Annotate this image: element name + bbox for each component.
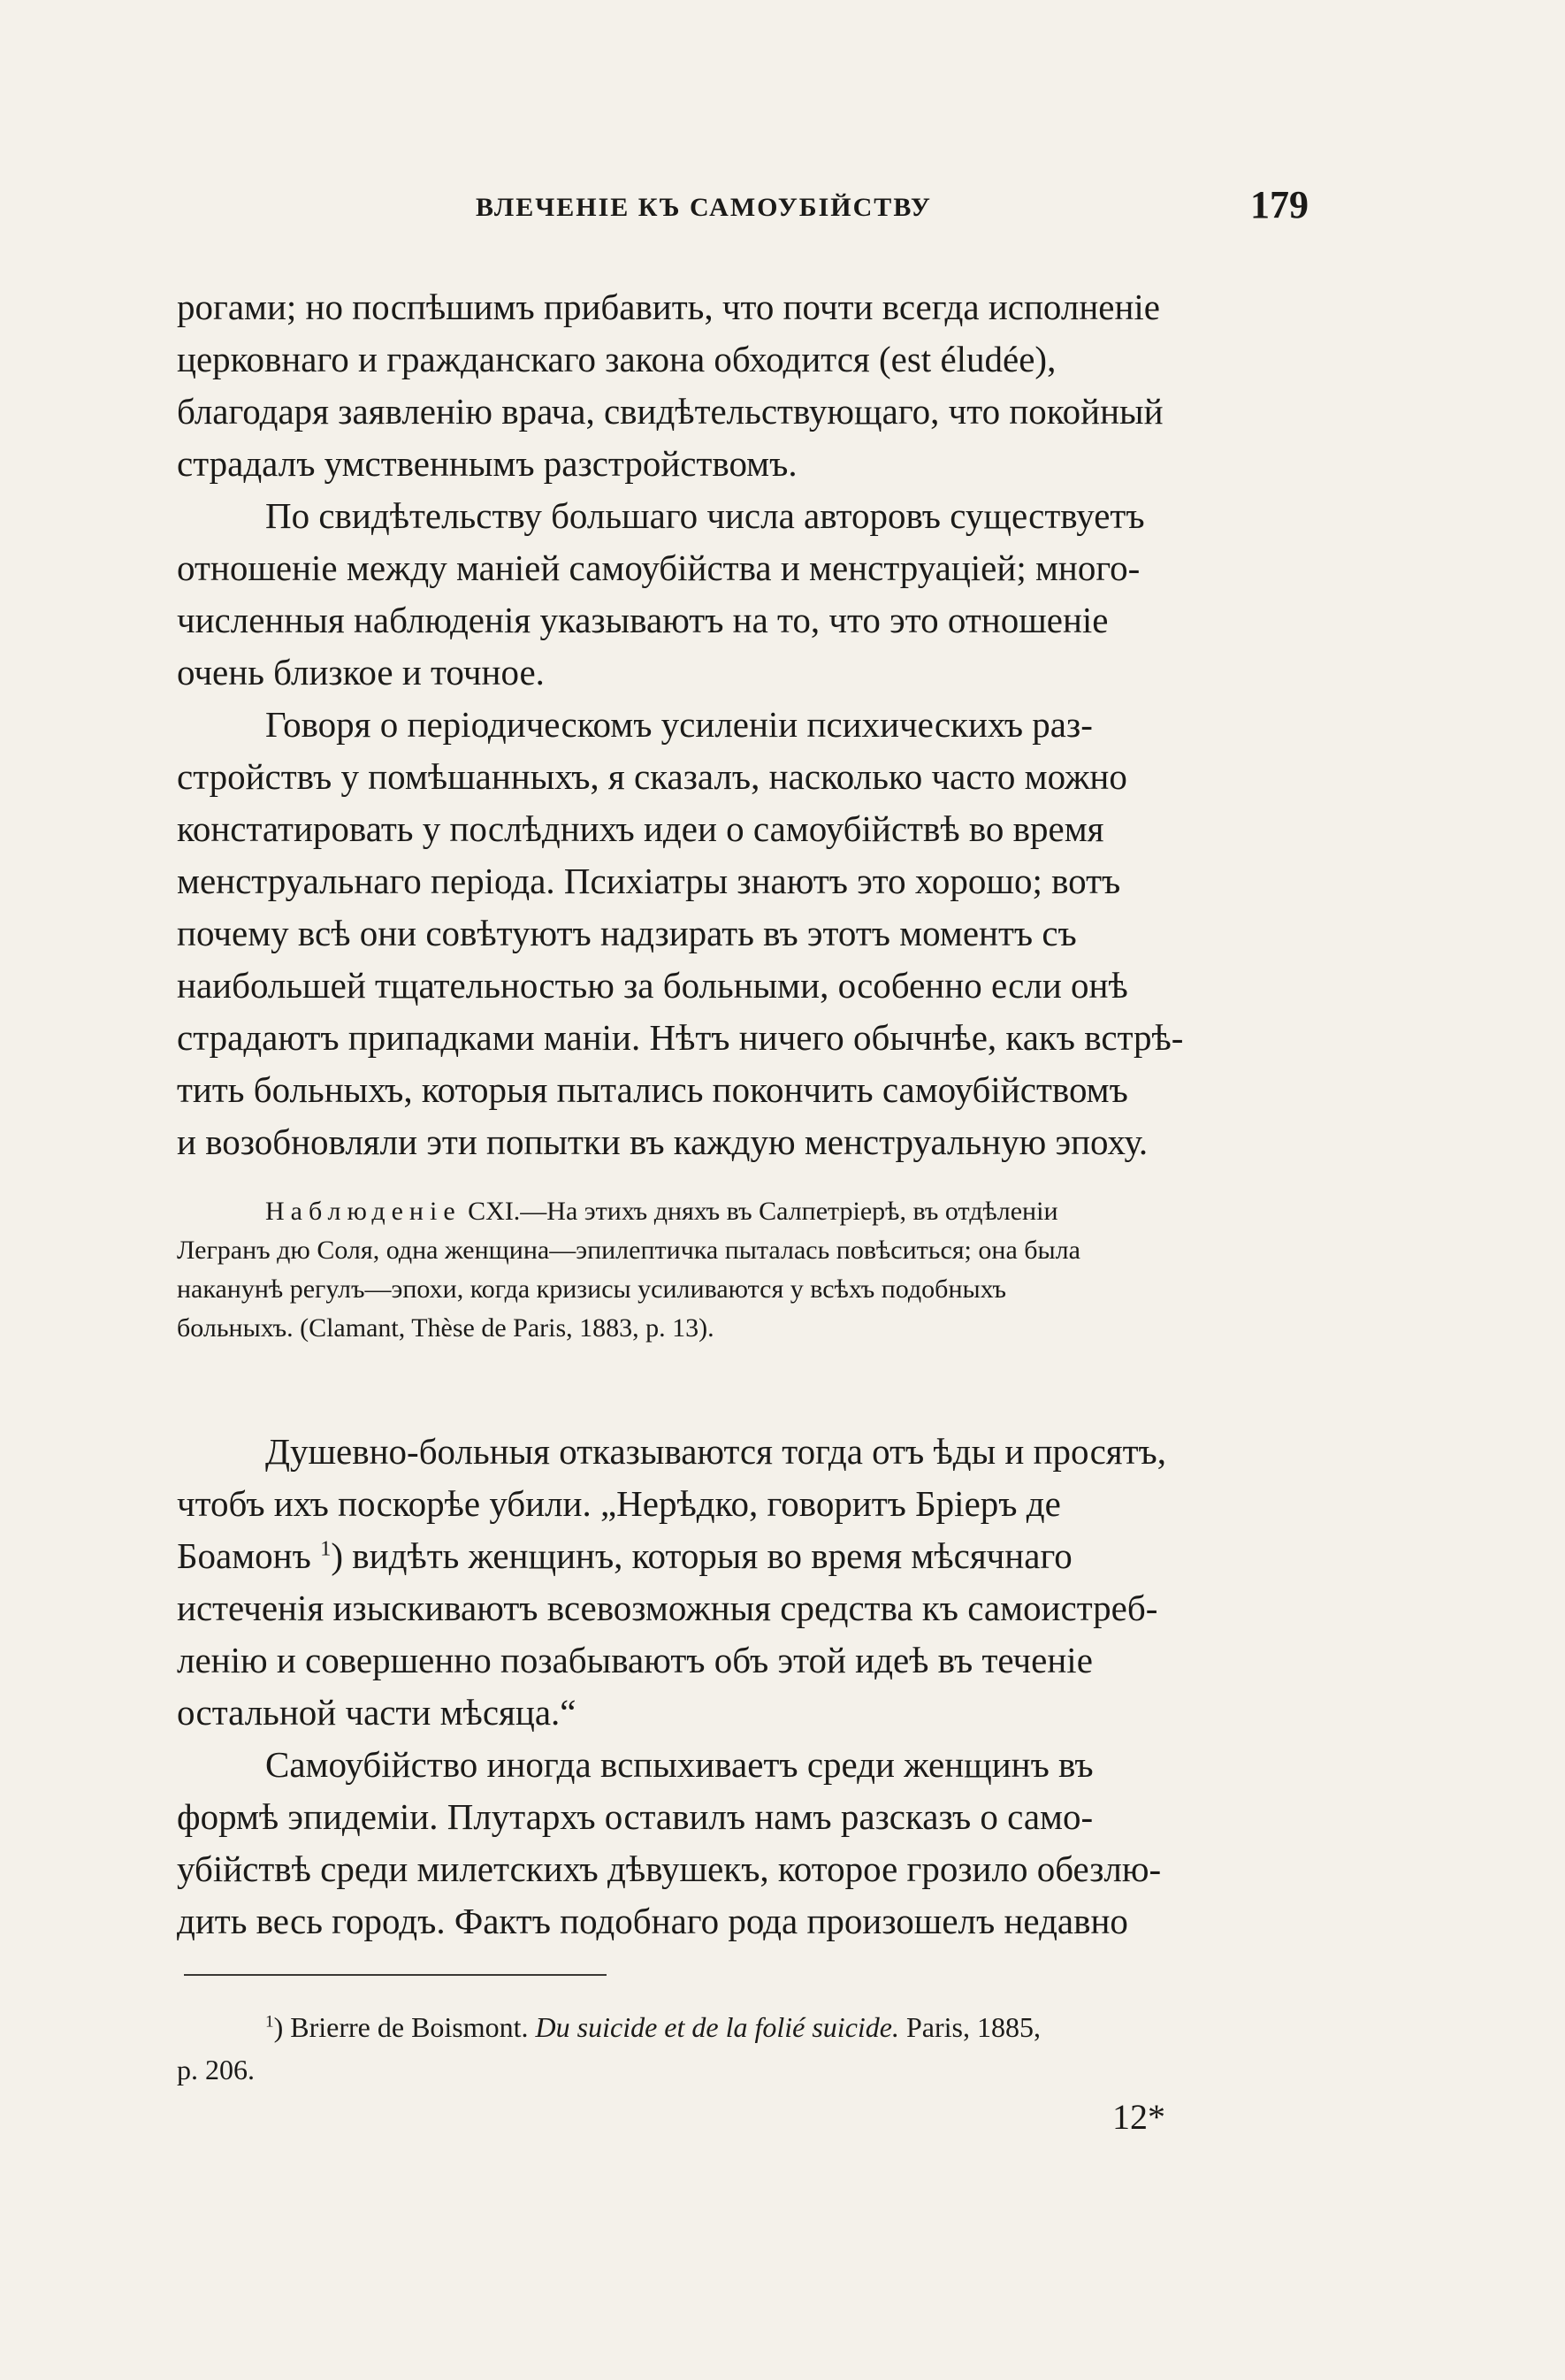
- text-line: наибольшей тщательностью за больными, особенно если онѣ: [177, 965, 1128, 1006]
- footnote-title: Du suicide et de la folié suicide.: [535, 2011, 899, 2043]
- paragraph: [177, 490, 1309, 699]
- paragraph: [177, 1739, 1309, 1948]
- text-line: формѣ эпидеміи. Плутархъ оставилъ намъ разсказъ о само-: [177, 1796, 1094, 1837]
- footnote-reference: 1: [320, 1536, 332, 1561]
- text-line: тить больныхъ, которыя пытались покончить самоубійствомъ: [177, 1069, 1128, 1110]
- text-line: рогами; но поспѣшимъ прибавить, что почти всегда исполненіе: [177, 287, 1160, 327]
- footnote-author: ) Brierre de Boismont.: [273, 2011, 536, 2043]
- observation-label: Наблюденіе: [265, 1197, 462, 1226]
- text-line: ленію и совершенно позабываютъ объ этой идеѣ въ теченіе: [177, 1640, 1093, 1680]
- page-number: 179: [1250, 183, 1309, 226]
- signature-mark: 12*: [1112, 2097, 1165, 2137]
- text-segment: ) видѣть женщинъ, которыя во время мѣсячнаго: [331, 1535, 1073, 1576]
- text-line: страдаютъ припадками маніи. Нѣтъ ничего обычнѣе, какъ встрѣ-: [177, 1017, 1184, 1058]
- text-line: [177, 1530, 1309, 1582]
- text-line: благодаря заявленію врача, свидѣтельствующаго, что покойный: [177, 391, 1164, 432]
- text-line: очень близкое и точное.: [177, 652, 545, 693]
- footnote-line: [177, 2006, 1309, 2048]
- text-line: убійствѣ среди милетскихъ дѣвушекъ, которое грозило обезлю-: [177, 1848, 1162, 1889]
- text-line: истеченія изыскиваютъ всевозможныя средства къ самоистреб-: [177, 1588, 1158, 1628]
- text-line: Душевно-больныя отказываются тогда отъ ѣды и просятъ,: [265, 1431, 1166, 1472]
- paragraph: [177, 699, 1309, 1168]
- observation-line: [177, 1192, 1309, 1231]
- paragraph: [177, 281, 1309, 490]
- text-line: стройствъ у помѣшанныхъ, я сказалъ, насколько часто можно: [177, 756, 1127, 797]
- text-line: чтобъ ихъ поскорѣе убили. „Нерѣдко, говоритъ Бріеръ де: [177, 1483, 1061, 1524]
- running-title: ВЛЕЧЕНІЕ КЪ САМОУБІЙСТВУ: [476, 193, 932, 222]
- footnote-rest: Paris, 1885,: [898, 2011, 1041, 2043]
- text-line: почему всѣ они совѣтуютъ надзирать въ этотъ моментъ съ: [177, 913, 1077, 953]
- text-segment: Боамонъ: [177, 1535, 321, 1576]
- text-line: Говоря о періодическомъ усиленіи психическихъ раз-: [265, 704, 1093, 745]
- footnote-line: p. 206.: [177, 2054, 255, 2085]
- text-line: дить весь городъ. Фактъ подобнаго рода произошелъ недавно: [177, 1901, 1128, 1941]
- text-line: По свидѣтельству большаго числа авторовъ существуетъ: [265, 495, 1145, 536]
- observation-text: CXI.—На этихъ дняхъ въ Салпетріерѣ, въ отдѣленіи: [461, 1197, 1058, 1226]
- paragraph: [177, 1426, 1309, 1739]
- footnote-divider: [184, 1974, 607, 1976]
- observation-line: наканунѣ регулъ—эпохи, когда кризисы усиливаются у всѣхъ подобныхъ: [177, 1274, 1007, 1304]
- page-header: [177, 175, 1309, 237]
- footnote-marker: 1: [265, 2012, 274, 2032]
- text-line: Самоубійство иногда вспыхиваетъ среди женщинъ въ: [265, 1744, 1094, 1785]
- text-line: церковнаго и гражданскаго закона обходится (est éludée),: [177, 339, 1057, 379]
- text-line: численныя наблюденія указываютъ на то, что это отношеніе: [177, 600, 1109, 640]
- footnote: [177, 2006, 1309, 2091]
- body-text-bottom: [177, 1426, 1309, 1948]
- observation-block: [177, 1192, 1309, 1348]
- text-line: констатировать у послѣднихъ идеи о самоубійствѣ во время: [177, 808, 1104, 849]
- text-line: и возобновляли эти попытки въ каждую менструальную эпоху.: [177, 1121, 1149, 1162]
- text-line: страдалъ умственнымъ разстройствомъ.: [177, 443, 798, 484]
- text-line: менструальнаго періода. Психіатры знаютъ это хорошо; вотъ: [177, 861, 1121, 901]
- observation-line: Легранъ дю Соля, одна женщина—эпилептичка пыталась повѣситься; она была: [177, 1236, 1080, 1265]
- text-line: остальной части мѣсяца.“: [177, 1692, 576, 1733]
- observation-line: больныхъ. (Clamant, Thèse de Paris, 1883, p. 13).: [177, 1313, 714, 1343]
- body-text-top: [177, 281, 1309, 1168]
- text-line: отношеніе между маніей самоубійства и менструаціей; много-: [177, 547, 1141, 588]
